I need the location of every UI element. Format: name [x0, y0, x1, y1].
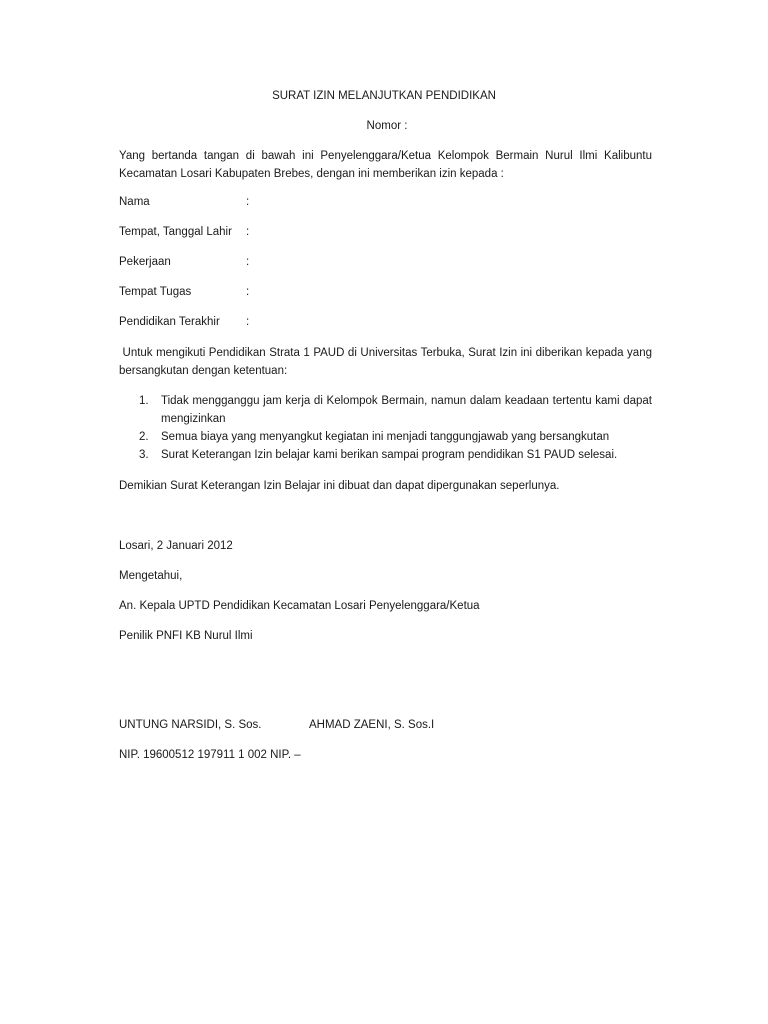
list-number: 2. — [139, 431, 149, 443]
field-label: Tempat, Tanggal Lahir — [119, 226, 232, 238]
field-label: Tempat Tugas — [119, 286, 192, 298]
nip-line: NIP. 19600512 197911 1 002 NIP. – — [119, 749, 301, 761]
letter-title: SURAT IZIN MELANJUTKAN PENDIDIKAN — [272, 90, 496, 102]
field-label: Pekerjaan — [119, 256, 171, 268]
closing-paragraph: Demikian Surat Keterangan Izin Belajar ini dibuat dan dapat dipergunakan seperlunya. — [119, 480, 560, 492]
field-colon: : — [246, 226, 250, 238]
list-item — [139, 428, 652, 446]
list-item — [139, 392, 652, 428]
list-text: Surat Keterangan Izin belajar kami berikan sampai program pendidikan S1 PAUD selesai. — [161, 449, 618, 461]
list-text: Semua biaya yang menyangkut kegiatan ini menjadi tanggungjawab yang bersangkutan — [161, 431, 610, 443]
field-name — [119, 193, 249, 211]
acknowledged-label: Mengetahui, — [119, 570, 183, 582]
authority-line: An. Kepala UPTD Pendidikan Kecamatan Losari Penyelenggara/Ketua — [119, 600, 480, 612]
field-education — [119, 313, 249, 331]
field-label: Pendidikan Terakhir — [119, 316, 220, 328]
field-occupation — [119, 253, 249, 271]
signatory-right: AHMAD ZAENI, S. Sos.I — [309, 719, 435, 731]
field-workplace — [119, 283, 249, 301]
place-date: Losari, 2 Januari 2012 — [119, 540, 233, 552]
field-colon: : — [246, 286, 250, 298]
field-colon: : — [246, 196, 250, 208]
signatory-left: UNTUNG NARSIDI, S. Sos. — [119, 719, 262, 731]
field-colon: : — [246, 256, 250, 268]
field-colon: : — [246, 316, 250, 328]
field-birth — [119, 223, 249, 241]
list-text: Tidak mengganggu jam kerja di Kelompok Bermain, namun dalam keadaan tertentu kami dapat mengizinkan — [161, 395, 652, 425]
list-number: 1. — [139, 395, 149, 407]
list-number: 3. — [139, 449, 149, 461]
list-item — [139, 446, 652, 464]
field-label: Nama — [119, 196, 150, 208]
supervisor-line: Penilik PNFI KB Nurul Ilmi — [119, 630, 253, 642]
intro-paragraph: Yang bertanda tangan di bawah ini Penyelenggara/Ketua Kelompok Bermain Nurul Ilmi Kalibuntu Kecamatan Losari Kabupaten Brebes, dengan ini memberikan izin kepada : — [119, 150, 652, 180]
letter-number: Nomor : — [366, 120, 408, 132]
purpose-paragraph: Untuk mengikuti Pendidikan Strata 1 PAUD di Universitas Terbuka, Surat Izin ini diberikan kepada yang bersangkutan dengan ketentuan: — [119, 347, 656, 377]
